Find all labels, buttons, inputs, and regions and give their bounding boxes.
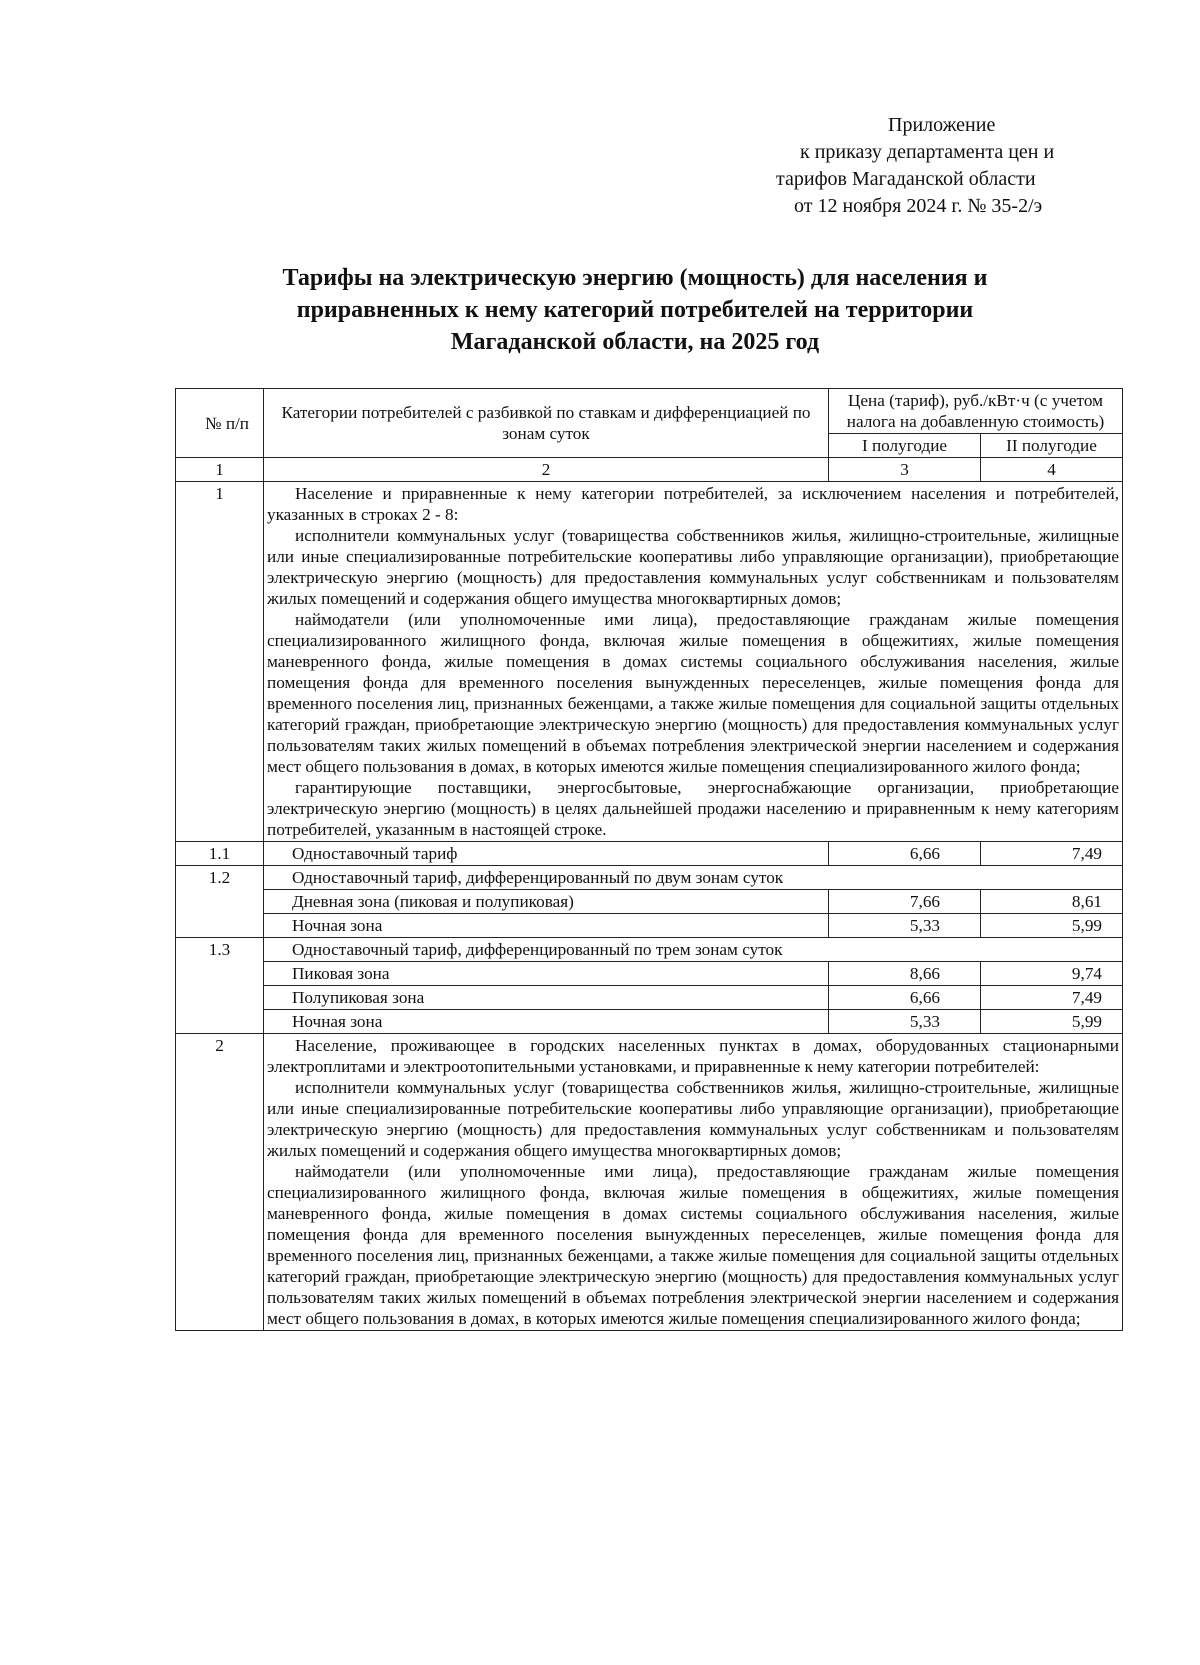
- header-num: № п/п: [176, 389, 264, 458]
- value-half-2: 7,49: [981, 842, 1123, 866]
- value-half-1: 5,33: [829, 1010, 981, 1034]
- title-line-2: приравненных к нему категорий потребителей на территории: [296, 297, 974, 323]
- annex-line-4: от 12 ноября 2024 г. № 35-2/э: [794, 195, 1043, 217]
- value-half-1: 6,66: [829, 986, 981, 1010]
- header-category: Категории потребителей с разбивкой по ставкам и дифференциацией по зонам суток: [264, 389, 829, 458]
- table-row-1-3: [176, 938, 1123, 962]
- table-row-2: [176, 1034, 1123, 1331]
- table-row-1-2: [176, 866, 1123, 890]
- header-row: [176, 389, 1123, 434]
- row-2-paragraph: наймодатели (или уполномоченные ими лица), предоставляющие гражданам жилые помещения специализированного жилищного фонда, включая жилые помещения в общежитиях, жилые помещения маневренного фонда, жилые помещения в домах системы социального обслуживания населения, жилые помещения фонда для временного поселения вынужденных переселенцев, жилые помещения фонда для временного поселения лиц, признанных беженцами, а также жилые помещения для социальной защиты отдельных категорий граждан, приобретающие электрическую энергию (мощность) для предоставления коммунальных услуг пользователям таких жилых помещений в объемах потребления электрической энергии населением и содержания мест общего пользования в домах, в которых имеются жилые помещения специализированного жилого фонда;: [267, 1162, 1119, 1328]
- annex-line-2: к приказу департамента цен и: [800, 141, 1055, 163]
- col-number-1: 1: [176, 458, 264, 482]
- row-1-paragraph: наймодатели (или уполномоченные ими лица), предоставляющие гражданам жилые помещения специализированного жилищного фонда, включая жилые помещения в общежитиях, жилые помещения маневренного фонда, жилые помещения в домах системы социального обслуживания населения, жилые помещения фонда для временного поселения вынужденных переселенцев, жилые помещения фонда для временного поселения лиц, признанных беженцами, а также жилые помещения для социальной защиты отдельных категорий граждан, приобретающие электрическую энергию (мощность) для предоставления коммунальных услуг пользователям таких жилых помещений в объемах потребления электрической энергии населением и содержания мест общего пользования в домах, в которых имеются жилые помещения специализированного жилого фонда;: [267, 610, 1119, 776]
- zone-label: Дневная зона (пиковая и полупиковая): [264, 890, 829, 914]
- col-number-4: 4: [981, 458, 1123, 482]
- row-label: Одноставочный тариф, дифференцированный по трем зонам суток: [264, 938, 1123, 962]
- value-half-2: 5,99: [981, 914, 1123, 938]
- table-row-zone: [176, 914, 1123, 938]
- zone-label: Ночная зона: [264, 1010, 829, 1034]
- row-number: 2: [176, 1034, 264, 1331]
- table-row-1: [176, 482, 1123, 842]
- annex-line-1: Приложение: [888, 114, 996, 136]
- zone-label: Полупиковая зона: [264, 986, 829, 1010]
- row-number: 1.2: [176, 866, 264, 938]
- row-number: 1.3: [176, 938, 264, 1034]
- row-number: 1: [176, 482, 264, 842]
- table-row-zone: [176, 962, 1123, 986]
- row-1-description: [264, 482, 1123, 842]
- title-line-3: Магаданской области, на 2025 год: [450, 329, 820, 355]
- value-half-2: 5,99: [981, 1010, 1123, 1034]
- value-half-1: 6,66: [829, 842, 981, 866]
- table-row-zone: [176, 1010, 1123, 1034]
- header-price: Цена (тариф), руб./кВт·ч (с учетом налога на добавленную стоимость): [829, 389, 1123, 434]
- row-2-description: [264, 1034, 1123, 1331]
- row-label: Одноставочный тариф: [264, 842, 829, 866]
- value-half-2: 8,61: [981, 890, 1123, 914]
- annex-line-3: тарифов Магаданской области: [776, 168, 1036, 190]
- value-half-1: 5,33: [829, 914, 981, 938]
- annex-block: [770, 112, 1054, 220]
- col-number-2: 2: [264, 458, 829, 482]
- table-row-1-1: [176, 842, 1123, 866]
- table-row-zone: [176, 986, 1123, 1010]
- zone-label: Пиковая зона: [264, 962, 829, 986]
- header-half-1: I полугодие: [829, 434, 981, 458]
- row-number: 1.1: [176, 842, 264, 866]
- tariff-table: [175, 388, 1123, 1331]
- document-title: [175, 262, 1095, 358]
- table-row-zone: [176, 890, 1123, 914]
- title-line-1: Тарифы на электрическую энергию (мощность) для населения и: [282, 265, 988, 291]
- row-1-paragraph: Население и приравненные к нему категории потребителей, за исключением населения и потребителей, указанных в строках 2 - 8:: [267, 484, 1119, 524]
- row-2-paragraph: Население, проживающее в городских населенных пунктах в домах, оборудованных стационарными электроплитами и электроотопительными установками, и приравненные к нему категории потребителей:: [267, 1036, 1119, 1076]
- row-1-paragraph: исполнители коммунальных услуг (товарищества собственников жилья, жилищно-строительные, жилищные или иные специализированные потребительские кооперативы либо управляющие организации), приобретающие электрическую энергию (мощность) для предоставления коммунальных услуг собственникам и пользователям жилых помещений и содержания общего имущества многоквартирных домов;: [267, 526, 1119, 608]
- value-half-2: 7,49: [981, 986, 1123, 1010]
- header-half-2: II полугодие: [981, 434, 1123, 458]
- row-1-paragraph: гарантирующие поставщики, энергосбытовые, энергоснабжающие организации, приобретающие электрическую энергию (мощность) в целях дальнейшей продажи населению и приравненным к нему категориям потребителей, указанным в настоящей строке.: [267, 778, 1119, 839]
- row-2-paragraph: исполнители коммунальных услуг (товарищества собственников жилья, жилищно-строительные, жилищные или иные специализированные потребительские кооперативы либо управляющие организации), приобретающие электрическую энергию (мощность) для предоставления коммунальных услуг собственникам и пользователям жилых помещений и содержания общего имущества многоквартирных домов;: [267, 1078, 1119, 1160]
- column-numbers-row: [176, 458, 1123, 482]
- col-number-3: 3: [829, 458, 981, 482]
- row-label: Одноставочный тариф, дифференцированный по двум зонам суток: [264, 866, 1123, 890]
- value-half-2: 9,74: [981, 962, 1123, 986]
- zone-label: Ночная зона: [264, 914, 829, 938]
- value-half-1: 7,66: [829, 890, 981, 914]
- value-half-1: 8,66: [829, 962, 981, 986]
